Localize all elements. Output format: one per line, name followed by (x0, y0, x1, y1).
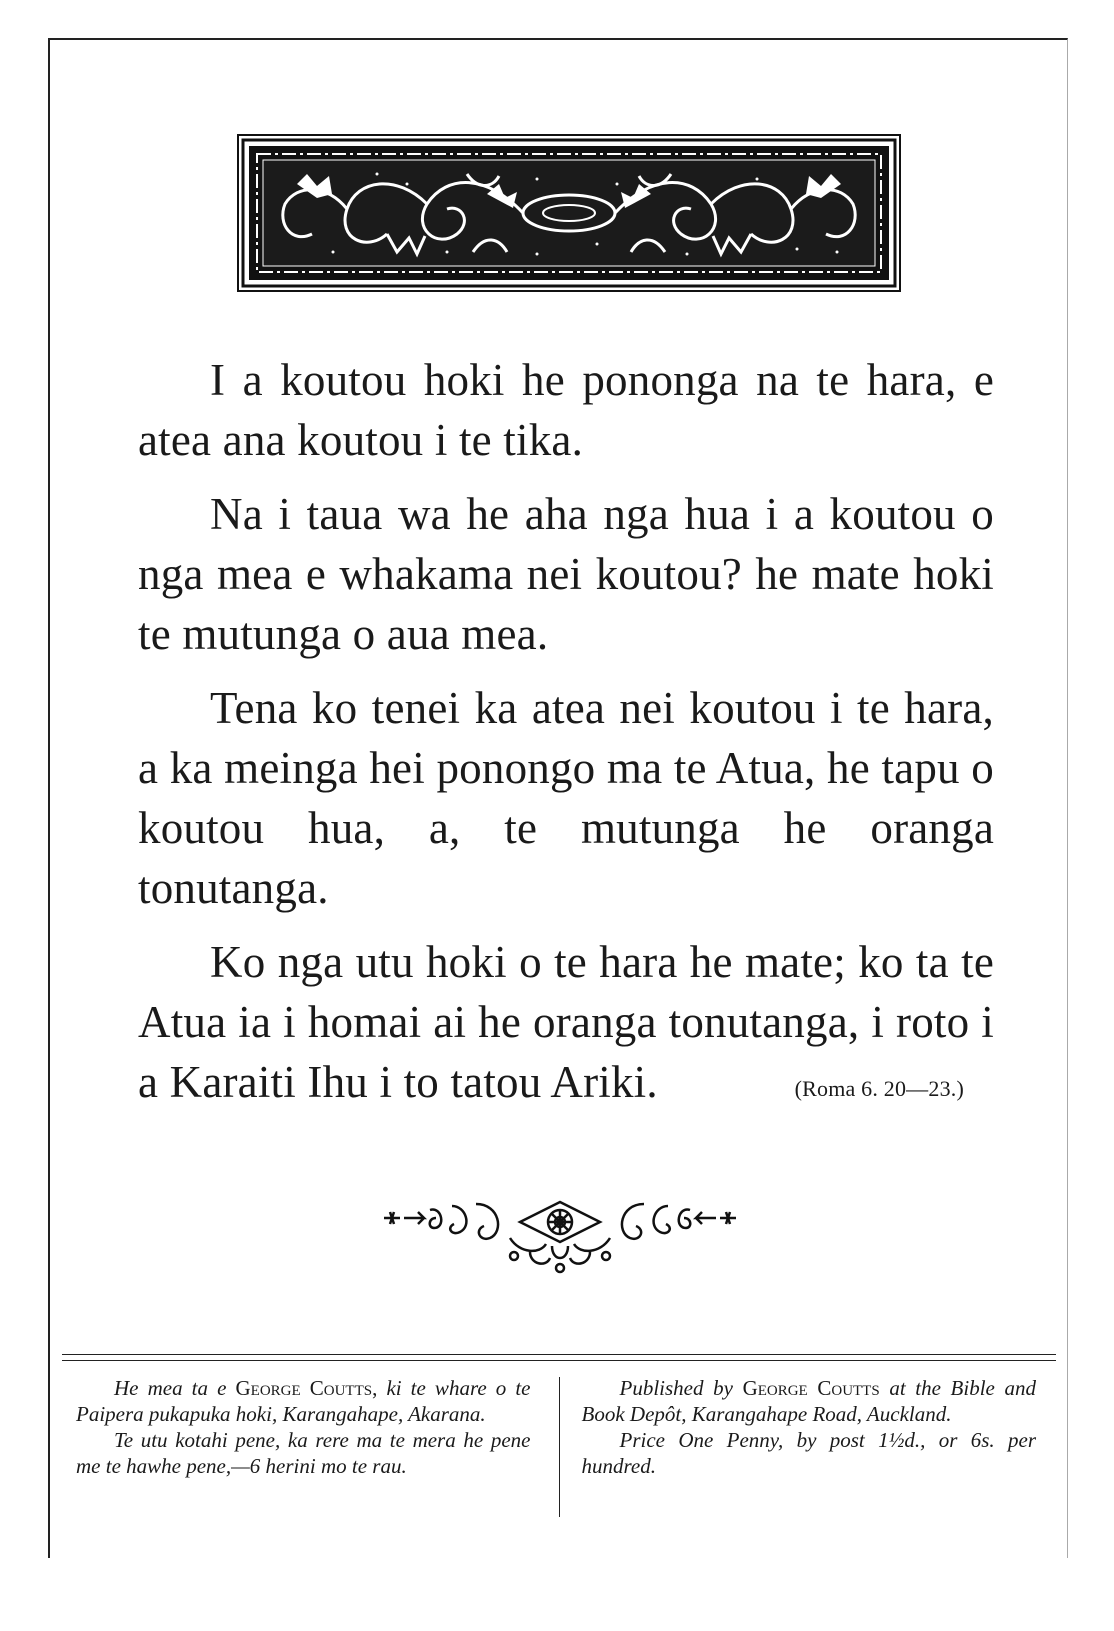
verse-block (138, 350, 994, 1126)
imprint-maori-pre: He mea ta e (114, 1376, 227, 1400)
footer-rule-bottom (62, 1360, 1056, 1361)
verse-20: I a koutou hoki he pononga na te hara, e atea ana koutou i te tika. (138, 355, 994, 465)
imprint-maori-publisher (76, 1375, 531, 1427)
imprint-english-pre: Published by (619, 1376, 733, 1400)
publisher-name: George Coutts (742, 1376, 880, 1400)
imprint-english (560, 1375, 1057, 1535)
imprint-maori (62, 1375, 559, 1535)
imprint-maori-post: ki te whare o te Paipera pukapuka hoki, Karangahape, Akarana. (76, 1376, 531, 1426)
verse-23 (138, 932, 994, 1112)
verse-22: Tena ko tenei ka atea nei koutou i te hara, a ka meinga hei ponongo ma te Atua, he tapu o koutou hua, a, te mutunga he oranga tonutanga. (138, 683, 994, 913)
imprint-maori-price: Te utu kotahi pene, ka rere ma te mera he pene me te hawhe pene,—6 herini mo te rau. (76, 1428, 531, 1478)
floral-banner-icon (237, 134, 901, 292)
verse-21: Na i taua wa he aha nga hua i a koutou o nga mea e whakama nei koutou? he mate hoki te mutunga o aua mea. (138, 489, 994, 659)
imprint-english-publisher (582, 1375, 1037, 1427)
fleuron-divider-icon (380, 1198, 740, 1278)
scripture-reference: (Roma 6. 20—23.) (794, 1076, 964, 1101)
footer-rule-top (62, 1354, 1056, 1355)
footer-imprint (62, 1375, 1056, 1535)
verse-23-text: Ko nga utu hoki o te hara he mate; ko ta te Atua ia i homai ai he oranga tonutanga, i roto i a Karaiti Ihu i to tatou Ariki. (138, 937, 994, 1107)
imprint-english-post: at the Bible and Book Depôt, Karangahape Road, Auckland. (581, 1376, 1036, 1426)
imprint-english-price: Price One Penny, by post 1½d., or 6s. per hundred. (581, 1428, 1036, 1478)
publisher-name: George Coutts, (235, 1376, 378, 1400)
